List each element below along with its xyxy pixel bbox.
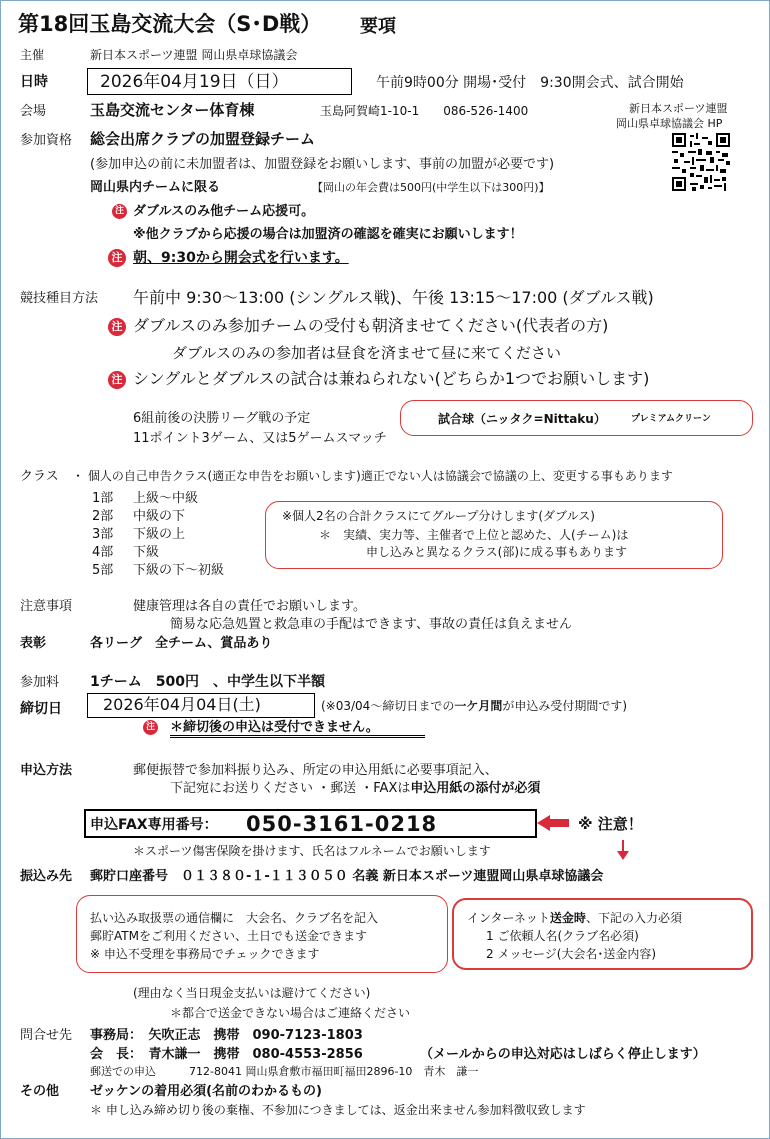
payment-note-atm: 郵貯ATMをご利用ください、土日でも送金できます [90, 929, 367, 943]
eligibility-region: 岡山県内チームに限る [90, 180, 221, 195]
host: 新日本スポーツ連盟 岡山県卓球協議会 [90, 48, 298, 62]
class-note-doubles: ※個人2名の合計クラスにてグループ分けします(ダブルス) [282, 509, 595, 523]
class-level: 下級 [133, 545, 160, 560]
caution-firstaid: 簡易な応急処置と救急車の手配はできます、事故の責任は負えません [170, 617, 572, 632]
apply-step1: 郵便振替で参加料振り込み、所定の申込用紙に必要事項記入、 [133, 763, 498, 778]
internet-note-transfer: 送金時 [549, 911, 586, 925]
deadline-note-post: が申込み受付期間です) [502, 699, 628, 713]
date-detail: 午前9時00分 開場･受付 9:30開会式、試合開始 [376, 75, 684, 91]
class-intro: ・ 個人の自己申告クラス(適正な申告をお願いします)適正でない人は協議会で協議の上、変更する事もあります [72, 469, 673, 483]
class-label: クラス [20, 469, 59, 484]
apply-label: 申込方法 [20, 763, 73, 778]
qr-code-icon[interactable] [672, 133, 730, 191]
events-note-lunch: ダブルスのみの参加者は昼食を済ませて昼に来てください [172, 344, 561, 362]
inquiry-label: 問合せ先 [20, 1028, 73, 1043]
page-title: 第18回玉島交流大会（S･D戦） [18, 12, 322, 36]
class-level: 下級の上 [133, 527, 186, 542]
events-label: 競技種目方法 [20, 291, 99, 306]
note-mark-icon: 注 [143, 720, 158, 735]
office-contact: 事務局： 矢吹正志 携帯 090-7123-1803 [90, 1028, 363, 1043]
transfer-label: 振込み先 [20, 869, 73, 884]
fee-label: 参加料 [20, 675, 60, 690]
note-mark-icon: 注 [112, 204, 127, 219]
fee: 1チーム 500円 、中学生以下半額 [90, 674, 325, 690]
eligibility-note-ceremony: 朝、9:30から開会式を行います。 [133, 250, 349, 266]
events-note-reception: ダブルスのみ参加チームの受付も朝済ませてください(代表者の方) [133, 316, 609, 335]
note-mark-icon: 注 [108, 249, 126, 267]
eligibility-label: 参加資格 [20, 133, 73, 148]
deadline-warning: ＊締切後の申込は受付できません。 [170, 721, 425, 738]
mail-note: （メールからの申込対応はしばらく停止します） [420, 1047, 706, 1062]
apply-step2 [170, 782, 540, 795]
internet-note-requester: 1 ご依頼人名(クラブ名必須) [486, 929, 639, 943]
class-div: 2部 [92, 509, 114, 524]
venue-address: 玉島阿賀崎1-10-1 086-526-1400 [320, 104, 529, 118]
internet-note-pre: インターネット [467, 911, 550, 925]
title-suffix: 要項 [360, 16, 396, 37]
deadline-note-period: 一ケ月間 [454, 699, 503, 713]
class-div: 5部 [92, 563, 114, 578]
eligibility-note: (参加申込の前に未加盟者は、加盟登録をお願いします、事前の加盟が必要です) [90, 157, 555, 172]
internet-note-post: 、下記の入力必須 [585, 911, 682, 925]
note-mark-icon: 注 [108, 318, 126, 336]
insurance-note: ＊スポーツ傷害保険を掛けます、氏名はフルネームでお願いします [133, 844, 491, 858]
eligibility-note-doubles: ダブルスのみ他チーム応援可。 [133, 204, 315, 219]
deadline: 2026年04月04日(土) [103, 695, 261, 714]
events-note-exclusive: シングルとダブルスの試合は兼ねられない(どちらか1つでお願いします) [133, 369, 650, 388]
class-level: 中級の下 [133, 509, 186, 524]
deadline-label: 締切日 [20, 701, 62, 717]
deadline-note [321, 700, 627, 712]
class-level: 上級～中級 [133, 491, 199, 506]
class-div: 1部 [92, 491, 114, 506]
class-note-ability: ＊ 実績、実力等、主催者で上位と認めた、人(チーム)は [319, 528, 629, 542]
eligibility-note-confirm: ※他クラブから応援の場合は加盟済の確認を確実にお願いします！ [133, 227, 523, 242]
date-label: 日時 [20, 74, 48, 90]
internet-note-title [467, 912, 682, 924]
caution-health: 健康管理は各自の責任でお願いします。 [133, 599, 366, 614]
hp-line2: 岡山県卓球協議会 HP [616, 117, 723, 130]
class-note-different: 申し込みと異なるクラス(部)に成る事もあります [366, 545, 628, 559]
deadline-note-pre: (※03/04～締切日までの [321, 699, 455, 713]
other-label: その他 [20, 1084, 60, 1099]
date: 2026年04月19日（日） [100, 72, 289, 92]
cash-note: (理由なく当日現金支払いは避けてください) [133, 986, 371, 1000]
transfer-detail: 郵貯口座番号 ０１３８０-１-１１３０５０ 名義 新日本スポーツ連盟岡山県卓球協議会 [90, 869, 604, 884]
eligibility-fee: 【岡山の年会費は500円(中学生以下は300円)】 [312, 181, 550, 194]
postal-address: 郵送での申込 712-8041 岡山県倉敷市福田町福田2896-10 青木 謙一 [90, 1065, 479, 1078]
class-div: 3部 [92, 527, 114, 542]
internet-note-message: 2 メッセージ(大会名･送金内容) [486, 947, 657, 961]
other-bib: ゼッケンの着用必須(名前のわかるもの) [90, 1084, 322, 1099]
payment-note-check: ※ 申込不受理を事務局でチェックできます [90, 947, 320, 961]
apply-step2-text: 下記宛にお送りください ・郵送 ・FAXは [170, 781, 411, 796]
host-label: 主催 [20, 48, 45, 62]
events-format-games: 11ポイント3ゲーム、又は5ゲームスマッチ [133, 431, 387, 446]
award-label: 表彰 [20, 636, 47, 651]
award: 各リーグ 全チーム、賞品あり [90, 636, 273, 651]
arrow-left-icon [537, 815, 569, 831]
fax-number[interactable]: 050-3161-0218 [246, 812, 438, 836]
eligibility: 総会出席クラブの加盟登録チーム [90, 130, 316, 148]
fax-label: 申込FAX専用番号： [90, 817, 218, 833]
ball-name: プレミアムクリーン [631, 414, 711, 424]
class-level: 下級の下～初級 [133, 563, 225, 578]
ball-label: 試合球（ニッタク=Nittaku） [438, 412, 606, 426]
attention-label: ※ 注意！ [578, 815, 643, 833]
venue-label: 会場 [20, 104, 47, 119]
payment-note-memo: 払い込み取扱票の通信欄に 大会名、クラブ名を記入 [90, 911, 379, 925]
caution-label: 注意事項 [20, 599, 73, 614]
contact-note: ＊都合で送金できない場合はご連絡ください [170, 1006, 411, 1020]
hp-line1: 新日本スポーツ連盟 [629, 102, 728, 115]
chair-contact: 会 長： 青木謙一 携帯 080-4553-2856 [90, 1047, 363, 1062]
arrow-down-icon [617, 840, 629, 860]
other-refund: ＊ 申し込み締め切り後の棄権、不参加につきましては、返金出来ません参加料徴収致します [90, 1103, 586, 1117]
venue: 玉島交流センター体育棟 [90, 101, 255, 119]
note-mark-icon: 注 [108, 371, 126, 389]
events-format-league: 6組前後の決勝リーグ戦の予定 [133, 411, 311, 426]
events-main: 午前中 9:30～13:00 (シングルス戦)、午後 13:15～17:00 (ダブルス戦) [133, 288, 654, 307]
apply-step2-required: 申込用紙の添付が必須 [410, 781, 541, 796]
class-div: 4部 [92, 545, 114, 560]
